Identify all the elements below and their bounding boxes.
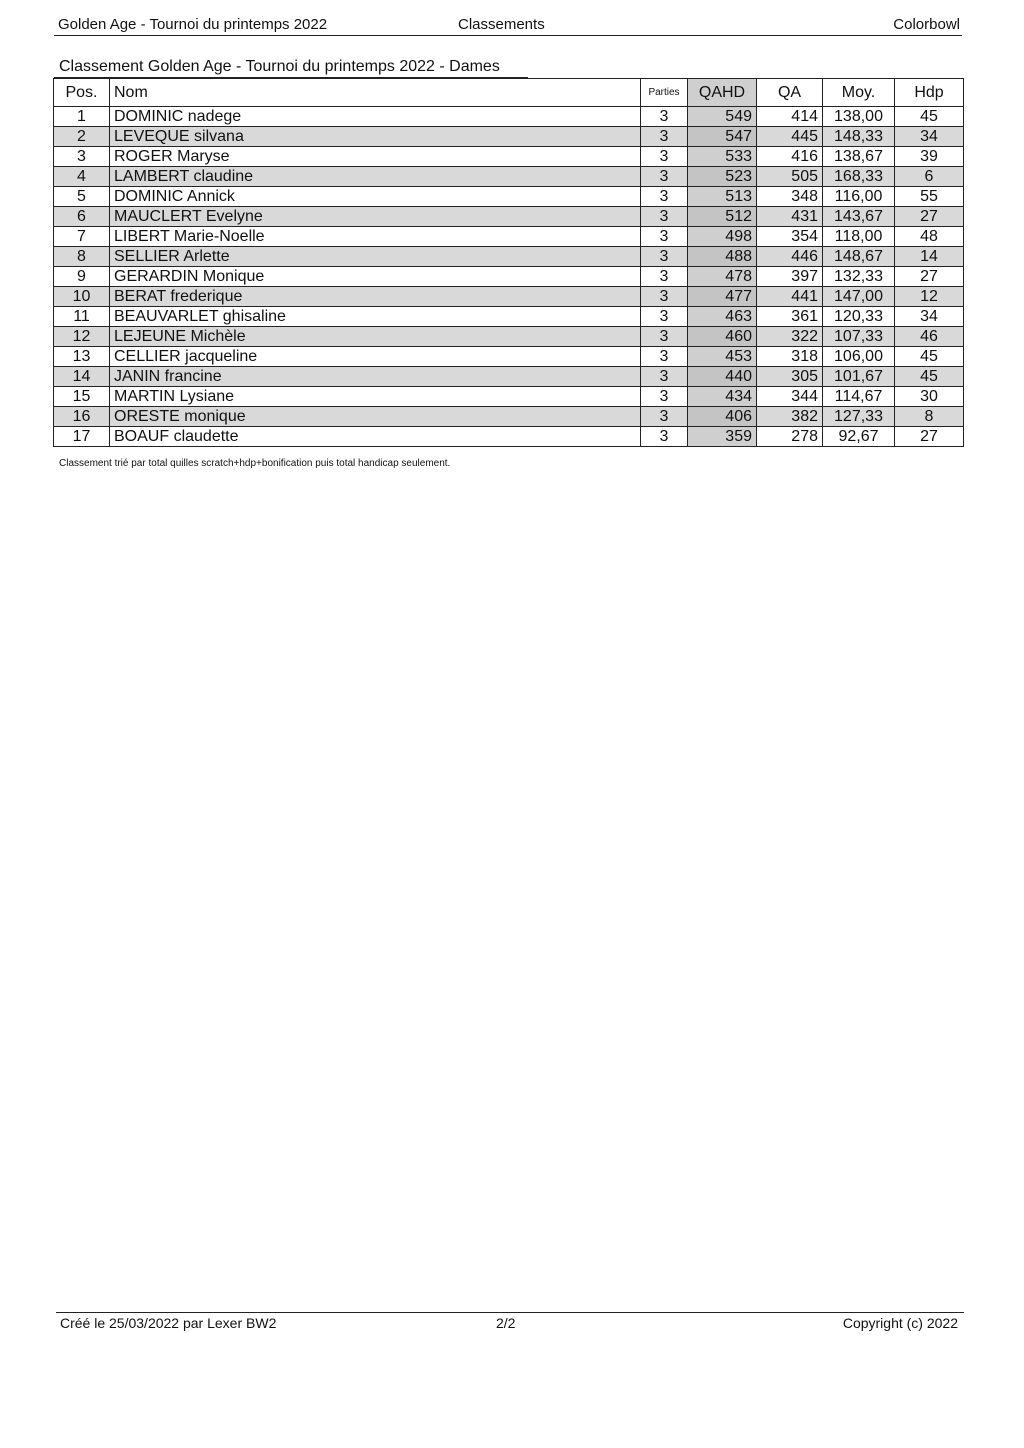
- qa-cell: 441: [757, 287, 823, 307]
- pos-cell: 17: [54, 427, 110, 447]
- hdp-cell: 45: [895, 107, 964, 127]
- moy-cell: 106,00: [823, 347, 895, 367]
- col-header-qa: QA: [757, 79, 823, 107]
- parties-cell: 3: [641, 307, 688, 327]
- col-header-parties: Parties: [641, 79, 688, 107]
- qa-cell: 361: [757, 307, 823, 327]
- parties-cell: 3: [641, 387, 688, 407]
- qahd-cell: 440: [688, 367, 757, 387]
- name-cell: DOMINIC Annick: [110, 187, 641, 207]
- col-header-pos: Pos.: [54, 79, 110, 107]
- moy-cell: 138,67: [823, 147, 895, 167]
- moy-cell: 147,00: [823, 287, 895, 307]
- pos-cell: 9: [54, 267, 110, 287]
- hdp-cell: 48: [895, 227, 964, 247]
- qa-cell: 397: [757, 267, 823, 287]
- parties-cell: 3: [641, 407, 688, 427]
- qahd-cell: 488: [688, 247, 757, 267]
- hdp-cell: 45: [895, 367, 964, 387]
- name-cell: BOAUF claudette: [110, 427, 641, 447]
- qahd-cell: 460: [688, 327, 757, 347]
- footer-page-number: 2/2: [496, 1315, 516, 1331]
- table-row: [54, 187, 964, 207]
- pos-cell: 4: [54, 167, 110, 187]
- qahd-cell: 359: [688, 427, 757, 447]
- table-row: [54, 207, 964, 227]
- name-cell: SELLIER Arlette: [110, 247, 641, 267]
- table-row: [54, 287, 964, 307]
- parties-cell: 3: [641, 347, 688, 367]
- table-row: [54, 307, 964, 327]
- moy-cell: 120,33: [823, 307, 895, 327]
- qahd-cell: 533: [688, 147, 757, 167]
- moy-cell: 148,67: [823, 247, 895, 267]
- hdp-cell: 45: [895, 347, 964, 367]
- parties-cell: 3: [641, 167, 688, 187]
- moy-cell: 148,33: [823, 127, 895, 147]
- table-row: [54, 347, 964, 367]
- table-header-row: [54, 79, 964, 107]
- footer-copyright: Copyright (c) 2022: [842, 1315, 958, 1331]
- name-cell: LAMBERT claudine: [110, 167, 641, 187]
- qa-cell: 318: [757, 347, 823, 367]
- hdp-cell: 27: [895, 207, 964, 227]
- name-cell: MAUCLERT Evelyne: [110, 207, 641, 227]
- qa-cell: 505: [757, 167, 823, 187]
- moy-cell: 92,67: [823, 427, 895, 447]
- table-row: [54, 147, 964, 167]
- moy-cell: 114,67: [823, 387, 895, 407]
- table-row: [54, 267, 964, 287]
- name-cell: MARTIN Lysiane: [110, 387, 641, 407]
- qa-cell: 322: [757, 327, 823, 347]
- col-header-nom: Nom: [110, 79, 641, 107]
- name-cell: BERAT frederique: [110, 287, 641, 307]
- page-footer: [56, 1312, 964, 1333]
- hdp-cell: 27: [895, 267, 964, 287]
- hdp-cell: 34: [895, 127, 964, 147]
- qa-cell: 382: [757, 407, 823, 427]
- col-header-qahd: QAHD: [688, 79, 757, 107]
- hdp-cell: 55: [895, 187, 964, 207]
- pos-cell: 16: [54, 407, 110, 427]
- table-note: Classement trié par total quilles scratch+hdp+bonification puis total handicap seulement.: [59, 458, 451, 469]
- pos-cell: 2: [54, 127, 110, 147]
- hdp-cell: 14: [895, 247, 964, 267]
- header-section: Classements: [458, 16, 545, 33]
- name-cell: ORESTE monique: [110, 407, 641, 427]
- table-row: [54, 167, 964, 187]
- table-row: [54, 427, 964, 447]
- parties-cell: 3: [641, 247, 688, 267]
- name-cell: CELLIER jacqueline: [110, 347, 641, 367]
- qahd-cell: 549: [688, 107, 757, 127]
- table-row: [54, 327, 964, 347]
- hdp-cell: 39: [895, 147, 964, 167]
- hdp-cell: 27: [895, 427, 964, 447]
- hdp-cell: 30: [895, 387, 964, 407]
- hdp-cell: 46: [895, 327, 964, 347]
- qa-cell: 348: [757, 187, 823, 207]
- parties-cell: 3: [641, 127, 688, 147]
- ranking-table-body: [54, 107, 964, 447]
- qa-cell: 344: [757, 387, 823, 407]
- moy-cell: 127,33: [823, 407, 895, 427]
- pos-cell: 6: [54, 207, 110, 227]
- parties-cell: 3: [641, 107, 688, 127]
- col-header-hdp: Hdp: [895, 79, 964, 107]
- qahd-cell: 513: [688, 187, 757, 207]
- pos-cell: 5: [54, 187, 110, 207]
- name-cell: LEVEQUE silvana: [110, 127, 641, 147]
- parties-cell: 3: [641, 187, 688, 207]
- qahd-cell: 463: [688, 307, 757, 327]
- pos-cell: 12: [54, 327, 110, 347]
- name-cell: LEJEUNE Michèle: [110, 327, 641, 347]
- parties-cell: 3: [641, 327, 688, 347]
- footer-created: Créé le 25/03/2022 par Lexer BW2: [60, 1315, 277, 1331]
- pos-cell: 7: [54, 227, 110, 247]
- qa-cell: 446: [757, 247, 823, 267]
- qahd-cell: 547: [688, 127, 757, 147]
- qa-cell: 416: [757, 147, 823, 167]
- name-cell: GERARDIN Monique: [110, 267, 641, 287]
- moy-cell: 101,67: [823, 367, 895, 387]
- pos-cell: 8: [54, 247, 110, 267]
- section-title: Classement Golden Age - Tournoi du printemps 2022 - Dames: [59, 58, 500, 75]
- qa-cell: 278: [757, 427, 823, 447]
- qa-cell: 414: [757, 107, 823, 127]
- table-row: [54, 227, 964, 247]
- pos-cell: 14: [54, 367, 110, 387]
- hdp-cell: 8: [895, 407, 964, 427]
- hdp-cell: 6: [895, 167, 964, 187]
- parties-cell: 3: [641, 227, 688, 247]
- name-cell: JANIN francine: [110, 367, 641, 387]
- page-header: [54, 13, 962, 36]
- pos-cell: 15: [54, 387, 110, 407]
- qahd-cell: 406: [688, 407, 757, 427]
- col-header-moy: Moy.: [823, 79, 895, 107]
- qa-cell: 305: [757, 367, 823, 387]
- table-row: [54, 247, 964, 267]
- table-row: [54, 407, 964, 427]
- name-cell: LIBERT Marie-Noelle: [110, 227, 641, 247]
- qahd-cell: 478: [688, 267, 757, 287]
- table-row: [54, 387, 964, 407]
- qa-cell: 431: [757, 207, 823, 227]
- pos-cell: 13: [54, 347, 110, 367]
- name-cell: DOMINIC nadege: [110, 107, 641, 127]
- name-cell: ROGER Maryse: [110, 147, 641, 167]
- table-row: [54, 107, 964, 127]
- table-row: [54, 367, 964, 387]
- parties-cell: 3: [641, 367, 688, 387]
- table-row: [54, 127, 964, 147]
- pos-cell: 11: [54, 307, 110, 327]
- moy-cell: 168,33: [823, 167, 895, 187]
- qahd-cell: 523: [688, 167, 757, 187]
- parties-cell: 3: [641, 207, 688, 227]
- qa-cell: 445: [757, 127, 823, 147]
- moy-cell: 116,00: [823, 187, 895, 207]
- moy-cell: 107,33: [823, 327, 895, 347]
- pos-cell: 3: [54, 147, 110, 167]
- parties-cell: 3: [641, 427, 688, 447]
- header-venue: Colorbowl: [893, 16, 960, 33]
- moy-cell: 138,00: [823, 107, 895, 127]
- hdp-cell: 34: [895, 307, 964, 327]
- name-cell: BEAUVARLET ghisaline: [110, 307, 641, 327]
- ranking-table: [53, 78, 964, 447]
- qahd-cell: 477: [688, 287, 757, 307]
- pos-cell: 1: [54, 107, 110, 127]
- parties-cell: 3: [641, 267, 688, 287]
- moy-cell: 132,33: [823, 267, 895, 287]
- moy-cell: 118,00: [823, 227, 895, 247]
- parties-cell: 3: [641, 147, 688, 167]
- qahd-cell: 498: [688, 227, 757, 247]
- qahd-cell: 434: [688, 387, 757, 407]
- hdp-cell: 12: [895, 287, 964, 307]
- moy-cell: 143,67: [823, 207, 895, 227]
- pos-cell: 10: [54, 287, 110, 307]
- header-event-name: Golden Age - Tournoi du printemps 2022: [58, 16, 328, 33]
- qahd-cell: 512: [688, 207, 757, 227]
- parties-cell: 3: [641, 287, 688, 307]
- qahd-cell: 453: [688, 347, 757, 367]
- qa-cell: 354: [757, 227, 823, 247]
